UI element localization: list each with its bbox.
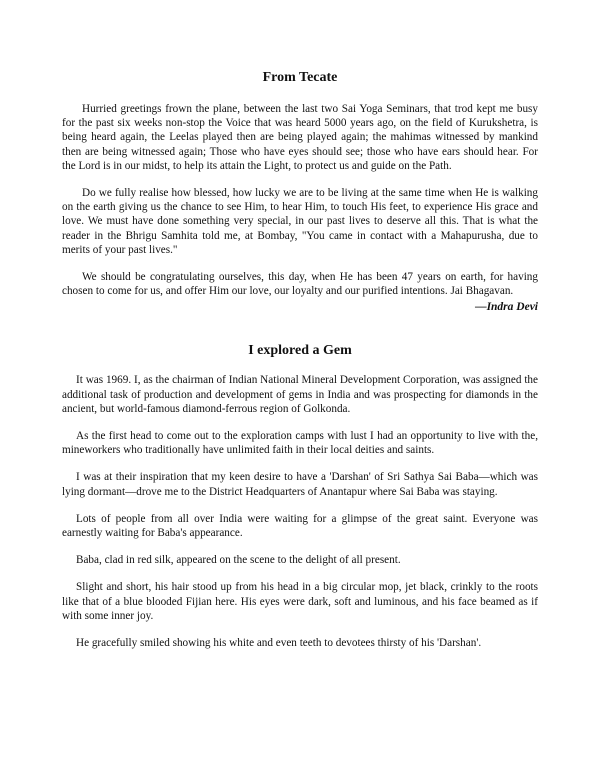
paragraph: It was 1969. I, as the chairman of Indian National Mineral Development Corporation, was assigned the additional task of production and development of gems in India and was prospecting for diamonds in the ancient, but world-famous diamond-ferrous region of Golkonda. <box>62 374 538 415</box>
paragraph: We should be congratulating ourselves, this day, when He has been 47 years on earth, for having chosen to come for us, and offer Him our love, our loyalty and our purified intentions. Jai Bhagavan. <box>62 271 538 298</box>
paragraph: Lots of people from all over India were waiting for a glimpse of the great saint. Everyone was earnestly waiting for Baba's appearance. <box>62 512 538 540</box>
article-explored-a-gem <box>62 343 538 650</box>
paragraph: Hurried greetings frown the plane, between the last two Sai Yoga Seminars, that trod kept me busy for the past six weeks non-stop the Voice that was heard 5000 years ago, on the field of Kurukshetra, is being heard again, the Leelas played then are being played again; the mahimas witnessed by mankind then are being witnessed again; Those who have eyes should see; those who have ears should hear. For the Lord is in our midst, to help its attain the Light, to protect us and guide on the Path. <box>62 103 538 172</box>
article-from-tecate <box>62 70 538 313</box>
author-signature: —Indra Devi <box>475 301 538 314</box>
paragraph: Slight and short, his hair stood up from his head in a big circular mop, jet black, crinkly to the roots like that of a blue blooded Fijian here. His eyes were dark, soft and luminous, and his face beamed as if with some inner joy. <box>62 581 538 622</box>
article-title: From Tecate <box>262 70 338 85</box>
paragraph: He gracefully smiled showing his white and even teeth to devotees thirsty of his 'Darshan'. <box>76 637 482 650</box>
paragraph: I was at their inspiration that my keen desire to have a 'Darshan' of Sri Sathya Sai Baba—which was lying dormant—drove me to the District Headquarters of Anantapur where Sai Baba was staying. <box>62 471 538 498</box>
paragraph: Do we fully realise how blessed, how lucky we are to be living at the same time when He is walking on the earth giving us the chance to see Him, to hear Him, to touch His feet, to experience His grace and love. We must have done something very special, in our past lives to deserve all this. That is what the reader in the Bhrigu Samhita told me, at Bombay, "You came in contact with a Mahapurusha, due to merits of your past lives." <box>62 187 538 256</box>
article-title: I explored a Gem <box>248 343 352 359</box>
paragraph: Baba, clad in red silk, appeared on the scene to the delight of all present. <box>76 554 401 567</box>
paragraph: As the first head to come out to the exploration camps with lust I had an opportunity to live with the, mineworkers who traditionally have unlimited faith in their local deities and saints. <box>62 430 538 457</box>
